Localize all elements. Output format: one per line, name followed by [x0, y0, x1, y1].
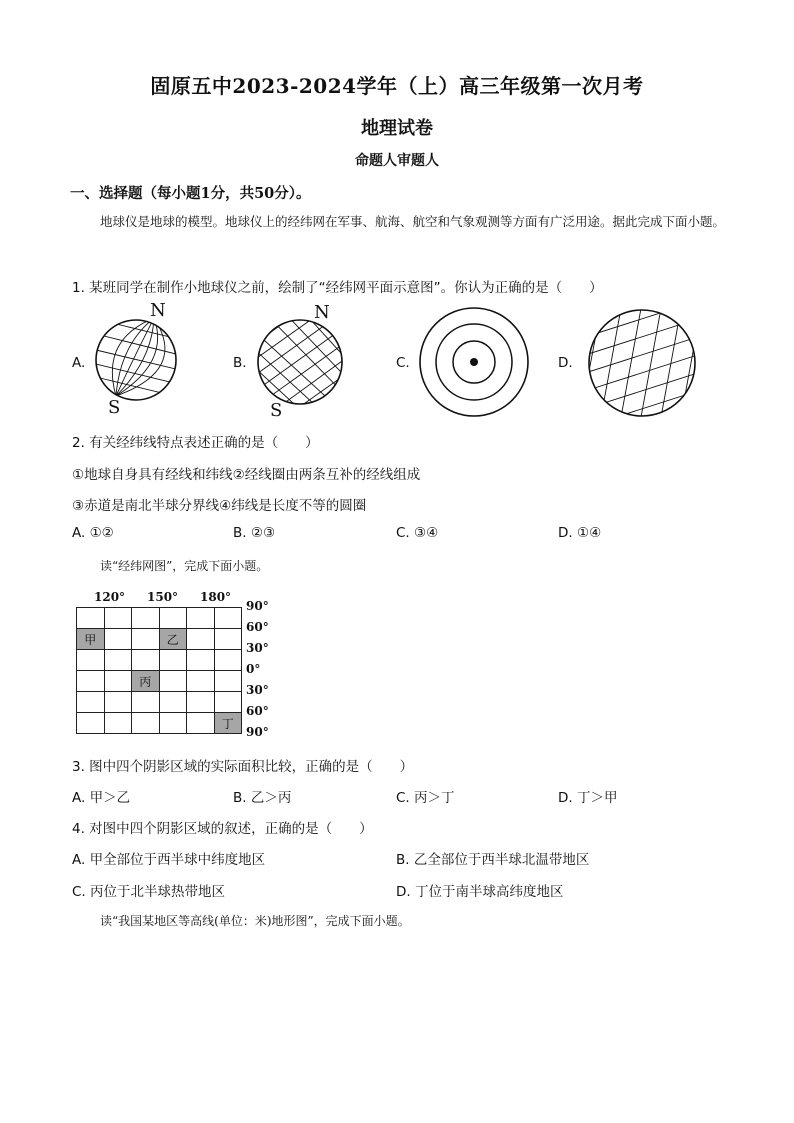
cell-ding: 丁 — [214, 713, 242, 734]
section-heading: 一、选择题（每小题1分，共50分）。 — [70, 185, 311, 202]
question-3-stem: 3. 图中四个阴影区域的实际面积比较，正确的是（ ） — [72, 759, 414, 775]
contour-intro: 读“我国某地区等高线(单位：米)地形图”，完成下面小题。 — [100, 914, 410, 928]
grid-row — [77, 608, 242, 629]
q4-option-b: B. 乙全部位于西半球北温带地区 — [396, 852, 590, 868]
author-line: 命题人审题人 — [355, 153, 439, 169]
lat-label: 60° — [246, 704, 269, 718]
exam-title: 固原五中2023-2024学年（上）高三年级第一次月考 — [150, 74, 644, 98]
q1-option-d-label: D. — [558, 355, 573, 371]
lat-label: 30° — [246, 641, 269, 655]
question-4-stem: 4. 对图中四个阴影区域的叙述，正确的是（ ） — [72, 821, 373, 837]
q4-option-a: A. 甲全部位于西半球中纬度地区 — [72, 852, 266, 868]
q2-option-a: A. ①② — [72, 525, 114, 541]
grid-row — [77, 671, 242, 692]
question-2-statement-2: ③赤道是南北半球分界线④纬线是长度不等的圆圈 — [72, 498, 367, 514]
q3-option-d: D. 丁＞甲 — [558, 790, 618, 806]
lon-label-150: 150° — [147, 590, 179, 604]
q1-option-b-label: B. — [233, 355, 247, 371]
q3-option-a: A. 甲＞乙 — [72, 790, 131, 806]
grid-intro: 读“经纬网图”，完成下面小题。 — [100, 559, 269, 573]
q3-option-b: B. 乙＞丙 — [233, 790, 292, 806]
globe-b-north-label: N — [314, 302, 330, 323]
cell-yi: 乙 — [159, 629, 187, 650]
grid-row — [77, 713, 242, 734]
globe-a-diagram — [90, 300, 190, 420]
question-1-stem: 1. 某班同学在制作小地球仪之前，绘制了“经纬网平面示意图”。你认为正确的是（ ） — [72, 280, 603, 296]
q1-option-a-label: A. — [72, 355, 86, 371]
exam-subtitle: 地理试卷 — [361, 118, 433, 139]
q3-option-c: C. 丙＞丁 — [396, 790, 455, 806]
lat-lon-grid — [76, 607, 242, 734]
lat-label: 30° — [246, 683, 269, 697]
intro-paragraph — [70, 206, 730, 237]
question-2-stem: 2. 有关经纬线特点表述正确的是（ ） — [72, 435, 319, 451]
globe-b-diagram — [250, 298, 350, 420]
grid-row — [77, 629, 242, 650]
cell-bing: 丙 — [132, 671, 160, 692]
q1-option-c-label: C. — [396, 355, 410, 371]
intro-text: 地球仪是地球的模型。地球仪上的经纬网在军事、航海、航空和气象观测等方面有广泛用途。据此完成下面小题。 — [100, 214, 726, 229]
cell-jia: 甲 — [77, 629, 105, 650]
grid-row — [77, 692, 242, 713]
globe-d-diagram — [587, 308, 697, 418]
globe-b-south-label: S — [270, 400, 283, 420]
lat-label: 90° — [246, 725, 269, 739]
q2-option-b: B. ②③ — [233, 525, 276, 541]
lat-label: 60° — [246, 620, 269, 634]
q4-option-d: D. 丁位于南半球高纬度地区 — [396, 884, 564, 900]
question-2-statement-1: ①地球自身具有经线和纬线②经线圈由两条互补的经线组成 — [72, 467, 421, 483]
lon-label-180: 180° — [200, 590, 232, 604]
lon-label-120: 120° — [94, 590, 126, 604]
q2-option-d: D. ①④ — [558, 525, 602, 541]
q4-option-c: C. 丙位于北半球热带地区 — [72, 884, 226, 900]
q2-option-c: C. ③④ — [396, 525, 439, 541]
lat-label: 90° — [246, 599, 269, 613]
lat-label: 0° — [246, 662, 261, 676]
globe-a-south-label: S — [108, 397, 121, 418]
globe-c-diagram — [418, 306, 530, 418]
globe-a-north-label: N — [150, 300, 166, 321]
grid-row — [77, 650, 242, 671]
